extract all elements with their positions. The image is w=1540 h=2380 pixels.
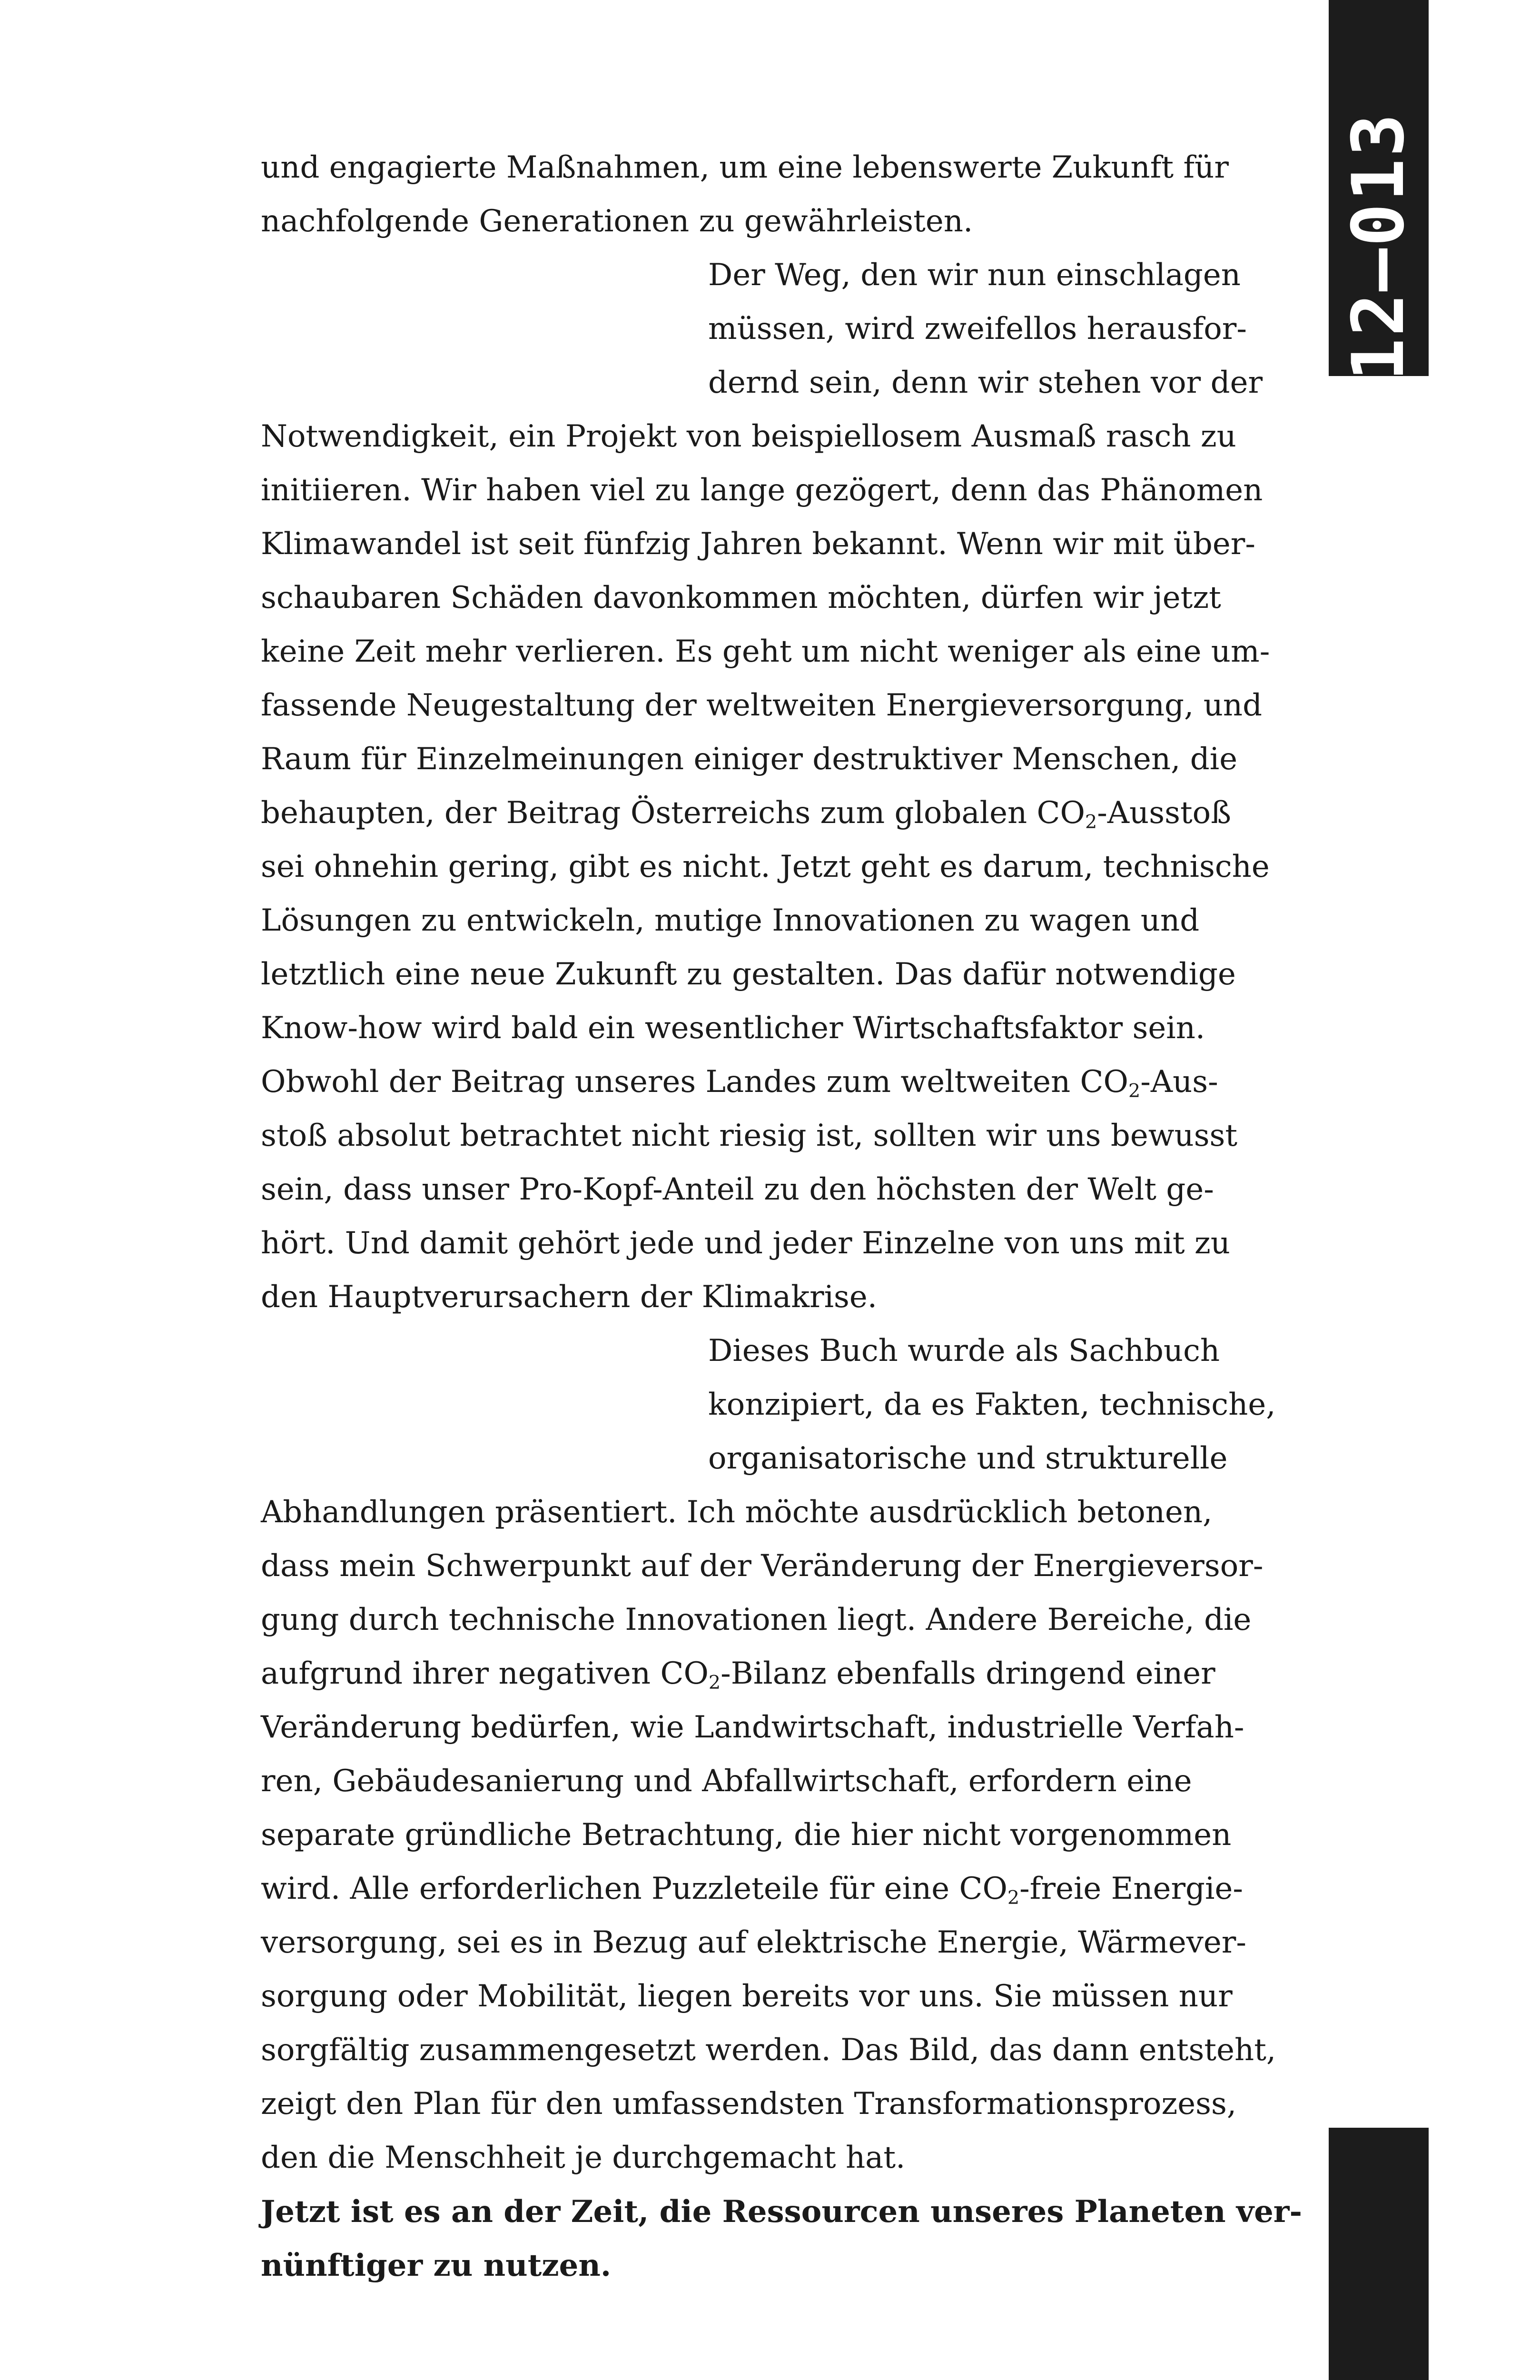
text-line-indented: Dieses Buch wurde als Sachbuch xyxy=(708,1333,1220,1368)
text-line: initiieren. Wir haben viel zu lange gezögert, denn das Phänomen xyxy=(261,473,1263,508)
text-line: dass mein Schwerpunkt auf der Veränderung der Energieversor- xyxy=(261,1548,1264,1584)
text-line: letztlich eine neue Zukunft zu gestalten. Das dafür notwendige xyxy=(261,957,1236,992)
text-line-indented: organisatorische und strukturelle xyxy=(708,1441,1228,1476)
text-segment: wird. Alle erforderlichen Puzzleteile für eine CO xyxy=(261,1871,1007,1906)
text-line: stoß absolut betrachtet nicht riesig ist, sollten wir uns bewusst xyxy=(261,1118,1238,1153)
text-line: Raum für Einzelmeinungen einiger destruktiver Menschen, die xyxy=(261,742,1238,777)
text-line: Lösungen zu entwickeln, mutige Innovationen zu wagen und xyxy=(261,903,1200,938)
text-line: zeigt den Plan für den umfassendsten Transformationsprozess, xyxy=(261,2086,1237,2122)
text-line: Know-how wird bald ein wesentlicher Wirtschaftsfaktor sein. xyxy=(261,1011,1205,1046)
subscript: 2 xyxy=(1007,1887,1020,1909)
subscript: 2 xyxy=(1085,811,1097,833)
text-line: sein, dass unser Pro-Kopf-Anteil zu den höchsten der Welt ge- xyxy=(261,1172,1214,1207)
text-line-co2 xyxy=(261,786,1298,840)
text-line-co2 xyxy=(261,1055,1298,1109)
text-line-indented: dernd sein, denn wir stehen vor der xyxy=(708,365,1263,400)
text-line: und engagierte Maßnahmen, um eine lebenswerte Zukunft für xyxy=(261,150,1229,185)
text-line: nachfolgende Generationen zu gewährleisten. xyxy=(261,204,973,239)
text-segment: -Ausstoß xyxy=(1097,795,1231,831)
text-line: Klimawandel ist seit fünfzig Jahren bekannt. Wenn wir mit über- xyxy=(261,526,1255,562)
text-line: ren, Gebäudesanierung und Abfallwirtschaft, erfordern eine xyxy=(261,1764,1192,1799)
text-line: Abhandlungen präsentiert. Ich möchte ausdrücklich betonen, xyxy=(261,1495,1213,1530)
text-line: Notwendigkeit, ein Projekt von beispiellosem Ausmaß rasch zu xyxy=(261,419,1236,454)
text-line: versorgung, sei es in Bezug auf elektrische Energie, Wärmever- xyxy=(261,1925,1246,1960)
text-segment: aufgrund ihrer negativen CO xyxy=(261,1656,709,1691)
text-line-indented: konzipiert, da es Fakten, technische, xyxy=(708,1387,1276,1422)
text-segment: behaupten, der Beitrag Österreichs zum globalen CO xyxy=(261,795,1085,831)
text-segment: -Aus- xyxy=(1140,1064,1218,1100)
text-line: separate gründliche Betrachtung, die hier nicht vorgenommen xyxy=(261,1817,1232,1853)
text-line: fassende Neugestaltung der weltweiten Energieversorgung, und xyxy=(261,688,1263,723)
text-line-co2 xyxy=(261,1647,1298,1701)
text-line-indented: müssen, wird zweifellos herausfor- xyxy=(708,311,1247,347)
closing-statement-line: nünftiger zu nutzen. xyxy=(261,2248,612,2283)
text-line: den Hauptverursachern der Klimakrise. xyxy=(261,1279,878,1315)
subscript: 2 xyxy=(1128,1080,1141,1102)
body-text xyxy=(261,141,1303,2292)
text-line: Veränderung bedürfen, wie Landwirtschaft, industrielle Verfah- xyxy=(261,1710,1244,1745)
edge-marker-bottom xyxy=(1329,2128,1429,2380)
subscript: 2 xyxy=(708,1672,721,1694)
text-segment: -Bilanz ebenfalls dringend einer xyxy=(721,1656,1215,1691)
text-line: sei ohnehin gering, gibt es nicht. Jetzt geht es darum, technische xyxy=(261,849,1270,884)
text-segment: Obwohl der Beitrag unseres Landes zum weltweiten CO xyxy=(261,1064,1128,1100)
text-line: gung durch technische Innovationen liegt. Andere Bereiche, die xyxy=(261,1602,1252,1637)
text-line: sorgung oder Mobilität, liegen bereits vor uns. Sie müssen nur xyxy=(261,1979,1233,2014)
text-line-co2 xyxy=(261,1862,1298,1916)
text-line-indented: Der Weg, den wir nun einschlagen xyxy=(708,258,1241,293)
text-line: hört. Und damit gehört jede und jeder Einzelne von uns mit zu xyxy=(261,1226,1230,1261)
text-line: den die Menschheit je durchgemacht hat. xyxy=(261,2140,906,2175)
text-line: schaubaren Schäden davonkommen möchten, dürfen wir jetzt xyxy=(261,580,1221,615)
page-number-label: 012–013 xyxy=(1337,111,1420,426)
closing-statement-line: Jetzt ist es an der Zeit, die Ressourcen unseres Planeten ver- xyxy=(261,2194,1303,2230)
text-line: keine Zeit mehr verlieren. Es geht um nicht weniger als eine um- xyxy=(261,634,1270,669)
text-line: sorgfältig zusammengesetzt werden. Das Bild, das dann entsteht, xyxy=(261,2033,1276,2068)
text-segment: -freie Energie- xyxy=(1019,1871,1243,1906)
